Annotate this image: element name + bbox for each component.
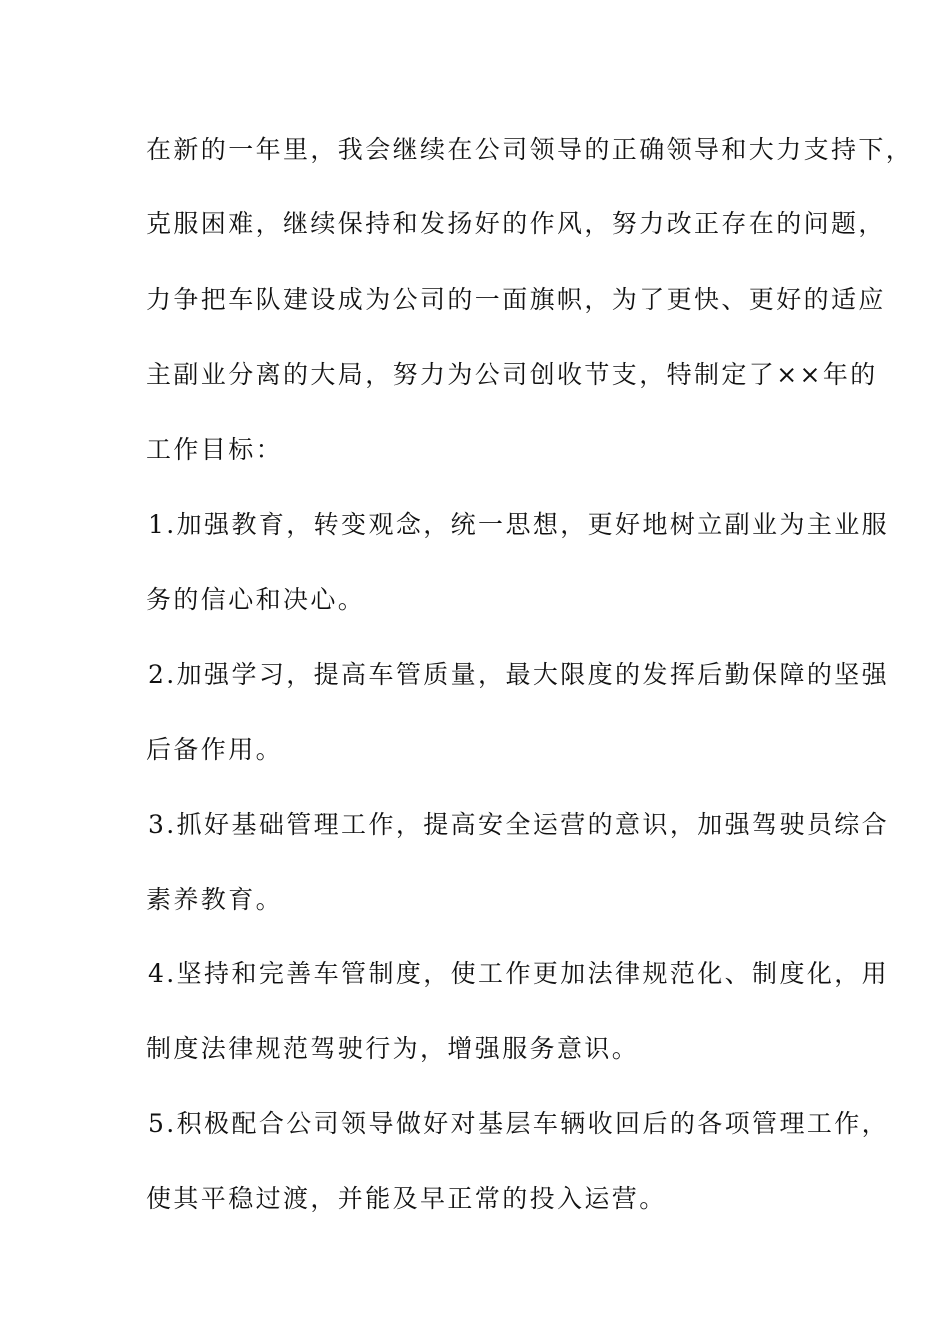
goal-item-1-line-1: 1.加强教育，转变观念，统一思想，更好地树立副业为主业服 [148, 510, 890, 539]
goal-item-1-line-2: 务的信心和决心。 [146, 585, 366, 614]
paragraph-line-5: 工作目标： [146, 435, 284, 464]
goal-item-3-line-2: 素养教育。 [146, 885, 284, 914]
goal-item-2-line-1: 2.加强学习，提高车管质量，最大限度的发挥后勤保障的坚强 [148, 660, 890, 689]
paragraph-line-4: 主副业分离的大局，努力为公司创收节支，特制定了××年的 [146, 360, 878, 389]
paragraph-line-1: 在新的一年里，我会继续在公司领导的正确领导和大力支持下， [146, 135, 914, 164]
goal-item-5-line-2: 使其平稳过渡，并能及早正常的投入运营。 [146, 1184, 667, 1213]
goal-item-5-line-1: 5.积极配合公司领导做好对基层车辆收回后的各项管理工作， [148, 1109, 890, 1138]
goal-item-3-line-1: 3.抓好基础管理工作，提高安全运营的意识，加强驾驶员综合 [148, 810, 890, 839]
goal-item-4-line-2: 制度法律规范驾驶行为，增强服务意识。 [146, 1034, 640, 1063]
goal-item-4-line-1: 4.坚持和完善车管制度，使工作更加法律规范化、制度化，用 [148, 959, 890, 988]
goal-item-2-line-2: 后备作用。 [146, 735, 284, 764]
paragraph-line-3: 力争把车队建设成为公司的一面旗帜，为了更快、更好的适应 [146, 285, 886, 314]
paragraph-line-2: 克服困难，继续保持和发扬好的作风，努力改正存在的问题， [146, 209, 886, 238]
